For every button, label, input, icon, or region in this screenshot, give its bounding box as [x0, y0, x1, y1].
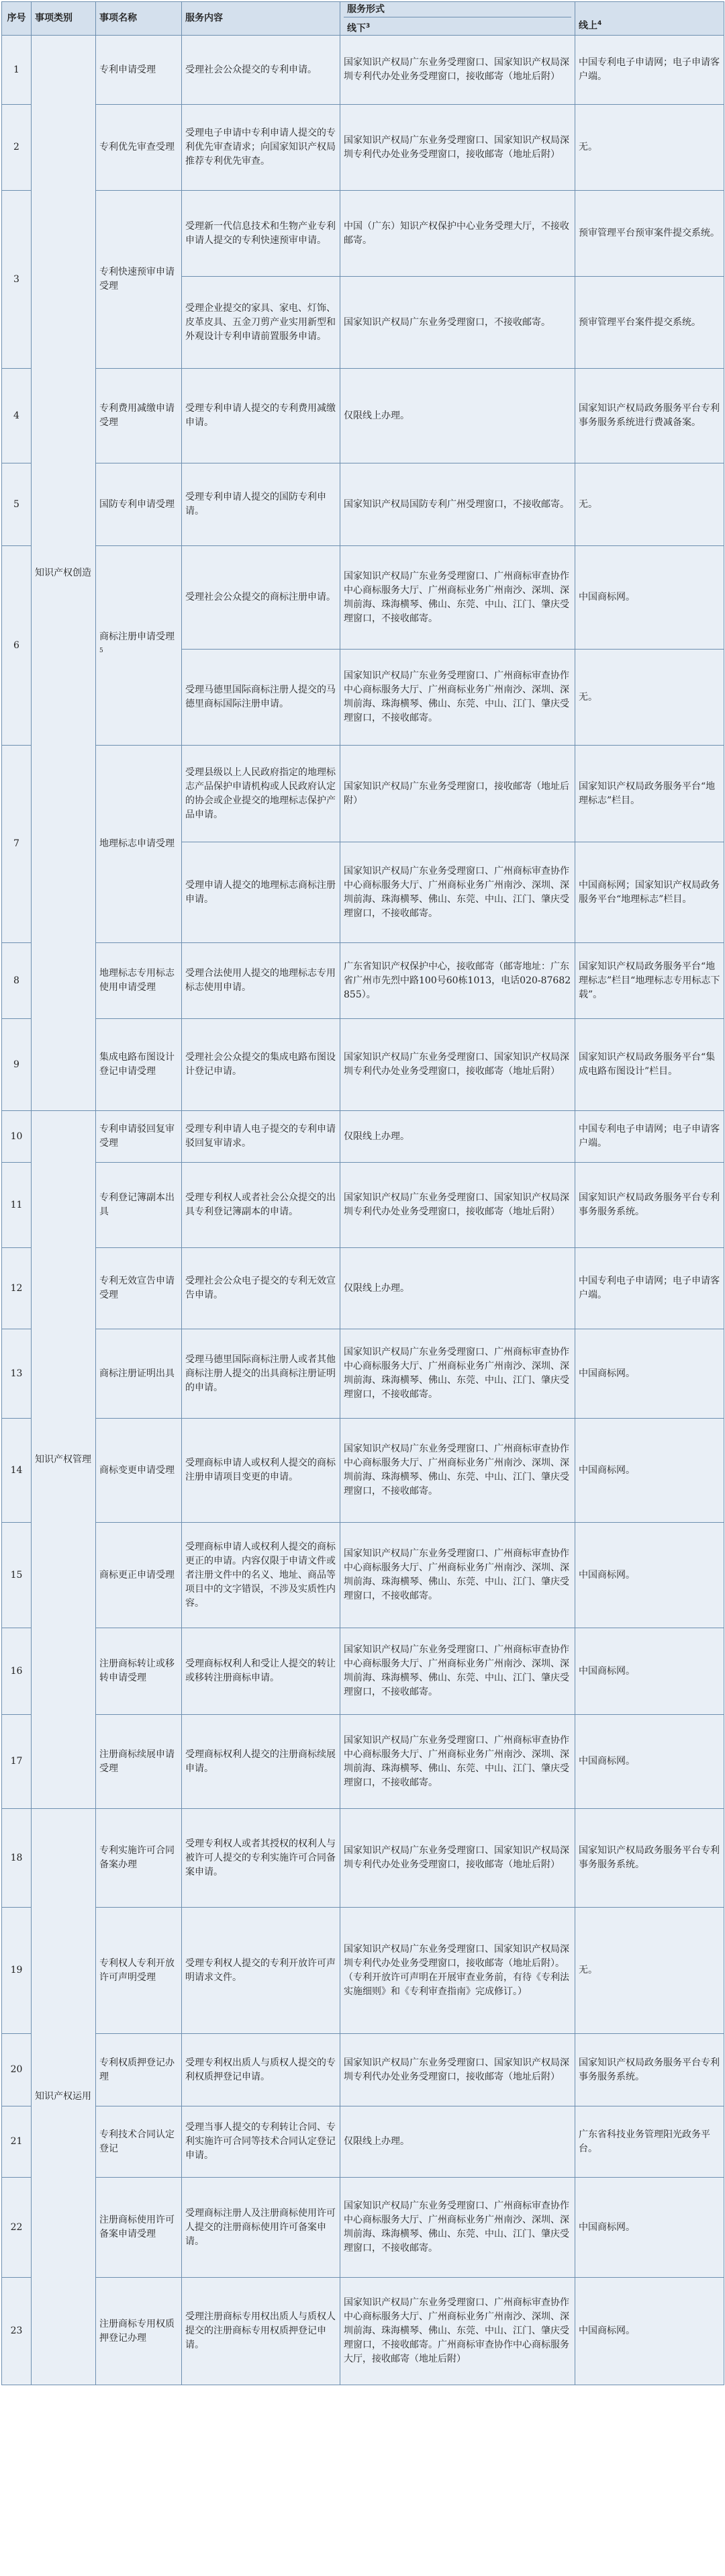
- row-online-channel: 中国专利电子申请网；电子申请客户端。: [575, 36, 724, 105]
- row-service-content: 受理注册商标专用权出质人与质权人提交的注册商标专用权质押登记申请。: [182, 2278, 340, 2385]
- row-service-content: 受理商标权利人提交的注册商标续展申请。: [182, 1715, 340, 1809]
- row-service-content: 受理申请人提交的地理标志商标注册申请。: [182, 842, 340, 943]
- row-offline-channel: 国家知识产权局广东业务受理窗口、广州商标审查协作中心商标服务大厅、广州商标业务广州南沙、深圳、深圳前海、珠海横琴、佛山、东莞、中山、江门、肇庆受理窗口，不接收邮寄。: [340, 1628, 575, 1715]
- row-offline-channel: 国家知识产权局广东业务受理窗口、广州商标审查协作中心商标服务大厅、广州商标业务广州南沙、深圳、深圳前海、珠海横琴、佛山、东莞、中山、江门、肇庆受理窗口，不接收邮寄。: [340, 1419, 575, 1523]
- table-row: [2, 2106, 724, 2178]
- table-row: [2, 1019, 724, 1111]
- row-service-content: 受理马德里国际商标注册人或者其他商标注册人提交的出具商标注册证明的申请。: [182, 1329, 340, 1419]
- category-ip-management: 知识产权管理: [32, 1111, 96, 1809]
- row-item-name: 专利费用减缴申请受理: [96, 369, 182, 463]
- row-online-channel: 国家知识产权局政务服务平台“地理标志”栏目。: [575, 746, 724, 842]
- table-row: [2, 2278, 724, 2385]
- table-row: [2, 36, 724, 105]
- row-service-content: 受理社会公众提交的专利申请。: [182, 36, 340, 105]
- row-service-content: 受理商标申请人或权利人提交的商标更正的申请。内容仅限于申请文件或者注册文件中的名义、地址、商品等项目中的文字错误，不涉及实质性内容。: [182, 1523, 340, 1628]
- row-item-name: 注册商标专用权质押登记办理: [96, 2278, 182, 2385]
- row-serial: 17: [2, 1715, 32, 1809]
- header-offline: 线下$^3$: [347, 23, 371, 34]
- row-item-name: 专利权质押登记办理: [96, 2034, 182, 2106]
- row-serial: 7: [2, 746, 32, 943]
- row-service-content: 受理专利申请人提交的国防专利申请。: [182, 463, 340, 546]
- row-item-name: 商标注册申请受理$^5$: [96, 546, 182, 746]
- row-serial: 8: [2, 943, 32, 1019]
- table-row: [2, 1329, 724, 1419]
- row-service-content: 受理合法使用人提交的地理标志专用标志使用申请。: [182, 943, 340, 1019]
- services-table: [1, 1, 724, 2385]
- header-online: 线上$^4$: [575, 2, 724, 36]
- row-serial: 11: [2, 1163, 32, 1248]
- row-offline-channel: 国家知识产权局广东业务受理窗口、国家知识产权局深圳专利代办处业务受理窗口，接收邮寄（地址后附）: [340, 1809, 575, 1908]
- row-offline-channel: 国家知识产权局广东业务受理窗口、广州商标审查协作中心商标服务大厅、广州商标业务广州南沙、深圳、深圳前海、珠海横琴、佛山、东莞、中山、江门、肇庆受理窗口，不接收邮寄。: [340, 546, 575, 650]
- row-offline-channel: 国家知识产权局广东业务受理窗口、广州商标审查协作中心商标服务大厅、广州商标业务广州南沙、深圳、深圳前海、珠海横琴、佛山、东莞、中山、江门、肇庆受理窗口，不接收邮寄。广州商标审查协作中心商标服务大厅，接收邮寄（地址后附）: [340, 2278, 575, 2385]
- row-offline-channel: 国家知识产权局广东业务受理窗口、广州商标审查协作中心商标服务大厅、广州商标业务广州南沙、深圳、深圳前海、珠海横琴、佛山、东莞、中山、江门、肇庆受理窗口，不接收邮寄。: [340, 842, 575, 943]
- table-row: [2, 463, 724, 546]
- row-online-channel: 国家知识产权局政务服务平台“地理标志”栏目“地理标志专用标志下载”。: [575, 943, 724, 1019]
- header-content: 服务内容: [182, 2, 340, 36]
- row-item-name: 地理标志专用标志使用申请受理: [96, 943, 182, 1019]
- row-online-channel: 无。: [575, 1908, 724, 2034]
- row-service-content: 受理专利权出质人与质权人提交的专利权质押登记申请。: [182, 2034, 340, 2106]
- row-offline-channel: 国家知识产权局国防专利广州受理窗口，不接收邮寄。: [340, 463, 575, 546]
- row-offline-channel: 仅限线上办理。: [340, 2106, 575, 2178]
- row-online-channel: 中国专利电子申请网；电子申请客户端。: [575, 1248, 724, 1329]
- row-service-content: 受理当事人提交的专利转让合同、专利实施许可合同等技术合同认定登记申请。: [182, 2106, 340, 2178]
- row-item-name: 专利登记簿副本出具: [96, 1163, 182, 1248]
- row-serial: 5: [2, 463, 32, 546]
- table-row: [2, 105, 724, 191]
- row-serial: 18: [2, 1809, 32, 1908]
- row-item-name: 注册商标续展申请受理: [96, 1715, 182, 1809]
- row-item-name: 专利申请受理: [96, 36, 182, 105]
- table-row: [2, 1809, 724, 1908]
- row-offline-channel: 国家知识产权局广东业务受理窗口、广州商标审查协作中心商标服务大厅、广州商标业务广州南沙、深圳、深圳前海、珠海横琴、佛山、东莞、中山、江门、肇庆受理窗口，不接收邮寄。: [340, 650, 575, 746]
- row-item-name: 专利权人专利开放许可声明受理: [96, 1908, 182, 2034]
- table-row: [2, 1715, 724, 1809]
- row-offline-channel: 国家知识产权局广东业务受理窗口、国家知识产权局深圳专利代办处业务受理窗口，接收邮寄（地址后附）: [340, 36, 575, 105]
- row-offline-channel: 国家知识产权局广东业务受理窗口、广州商标审查协作中心商标服务大厅、广州商标业务广州南沙、深圳、深圳前海、珠海横琴、佛山、东莞、中山、江门、肇庆受理窗口，不接收邮寄。: [340, 2178, 575, 2278]
- row-offline-channel: 国家知识产权局广东业务受理窗口、广州商标审查协作中心商标服务大厅、广州商标业务广州南沙、深圳、深圳前海、珠海横琴、佛山、东莞、中山、江门、肇庆受理窗口，不接收邮寄。: [340, 1329, 575, 1419]
- row-item-name: 集成电路布图设计登记申请受理: [96, 1019, 182, 1111]
- row-item-name: 商标注册证明出具: [96, 1329, 182, 1419]
- row-service-content: 受理县级以上人民政府指定的地理标志产品保护申请机构或人民政府认定的协会或企业提交的地理标志保护产品申请。: [182, 746, 340, 842]
- row-service-content: 受理专利权人或者其授权的权利人与被许可人提交的专利实施许可合同备案申请。: [182, 1809, 340, 1908]
- row-online-channel: 无。: [575, 105, 724, 191]
- row-item-name: 专利快速预审申请受理: [96, 191, 182, 369]
- row-online-channel: 国家知识产权局政务服务平台专利事务服务系统。: [575, 1809, 724, 1908]
- row-online-channel: 预审管理平台预审案件提交系统。: [575, 191, 724, 277]
- row-online-channel: 国家知识产权局政务服务平台“集成电路布图设计”栏目。: [575, 1019, 724, 1111]
- table-row: [2, 1523, 724, 1628]
- row-offline-channel: 国家知识产权局广东业务受理窗口、广州商标审查协作中心商标服务大厅、广州商标业务广州南沙、深圳、深圳前海、珠海横琴、佛山、东莞、中山、江门、肇庆受理窗口，不接收邮寄。: [340, 1715, 575, 1809]
- row-online-channel: 无。: [575, 463, 724, 546]
- header-serial: 序号: [2, 2, 32, 36]
- row-service-content: 受理社会公众提交的商标注册申请。: [182, 546, 340, 650]
- row-item-name: 专利优先审查受理: [96, 105, 182, 191]
- row-serial: 10: [2, 1111, 32, 1163]
- row-item-name: 专利技术合同认定登记: [96, 2106, 182, 2178]
- row-offline-channel: 国家知识产权局广东业务受理窗口、国家知识产权局深圳专利代办处业务受理窗口，接收邮寄（地址后附）。（专利开放许可声明在开展审查业务前，有待《专利法实施细则》和《专利审查指南》完成修订。）: [340, 1908, 575, 2034]
- table-header-row: [2, 2, 724, 36]
- row-serial: 16: [2, 1628, 32, 1715]
- row-service-content: 受理新一代信息技术和生物产业专利申请人提交的专利快速预审申请。: [182, 191, 340, 277]
- row-item-name: 地理标志申请受理: [96, 746, 182, 943]
- row-serial: 15: [2, 1523, 32, 1628]
- row-serial: 13: [2, 1329, 32, 1419]
- row-online-channel: 中国商标网。: [575, 1628, 724, 1715]
- category-ip-creation: 知识产权创造: [32, 36, 96, 1111]
- row-offline-channel: 广东省知识产权保护中心，接收邮寄（邮寄地址：广东省广州市先烈中路100号60栋1013，电话020-87682855）。: [340, 943, 575, 1019]
- row-offline-channel: 国家知识产权局广东业务受理窗口、国家知识产权局深圳专利代办处业务受理窗口，接收邮寄（地址后附）: [340, 1163, 575, 1248]
- row-item-name: 注册商标使用许可备案申请受理: [96, 2178, 182, 2278]
- row-serial: 4: [2, 369, 32, 463]
- row-serial: 2: [2, 105, 32, 191]
- row-serial: 22: [2, 2178, 32, 2278]
- row-online-channel: 国家知识产权局政务服务平台专利事务服务系统。: [575, 1163, 724, 1248]
- row-online-channel: 中国专利电子申请网；电子申请客户端。: [575, 1111, 724, 1163]
- row-service-content: 受理企业提交的家具、家电、灯饰、皮革皮具、五金刀剪产业实用新型和外观设计专利申请前置服务申请。: [182, 277, 340, 369]
- row-serial: 6: [2, 546, 32, 746]
- row-item-name: 商标变更申请受理: [96, 1419, 182, 1523]
- table-row: [2, 1163, 724, 1248]
- row-service-content: 受理商标申请人或权利人提交的商标注册申请项目变更的申请。: [182, 1419, 340, 1523]
- row-offline-channel: 国家知识产权局广东业务受理窗口，接收邮寄（地址后附）: [340, 746, 575, 842]
- row-online-channel: 国家知识产权局政务服务平台专利事务服务系统进行费减备案。: [575, 369, 724, 463]
- table-row: [2, 369, 724, 463]
- row-serial: 19: [2, 1908, 32, 2034]
- row-serial: 14: [2, 1419, 32, 1523]
- header-form-label: 服务形式: [344, 2, 571, 17]
- row-item-name: 专利实施许可合同备案办理: [96, 1809, 182, 1908]
- table-row: [2, 1248, 724, 1329]
- row-online-channel: 中国商标网。: [575, 546, 724, 650]
- table-row: [2, 191, 724, 277]
- row-online-channel: 无。: [575, 650, 724, 746]
- row-service-content: 受理商标注册人及注册商标使用许可人提交的注册商标使用许可备案申请。: [182, 2178, 340, 2278]
- row-serial: 9: [2, 1019, 32, 1111]
- row-offline-channel: 国家知识产权局广东业务受理窗口、国家知识产权局深圳专利代办处业务受理窗口，接收邮寄（地址后附）: [340, 1019, 575, 1111]
- table-body: [2, 36, 724, 2385]
- row-service-content: 受理马德里国际商标注册人提交的马德里商标国际注册申请。: [182, 650, 340, 746]
- header-category: 事项类别: [32, 2, 96, 36]
- row-service-content: 受理专利申请人电子提交的专利申请驳回复审请求。: [182, 1111, 340, 1163]
- row-serial: 23: [2, 2278, 32, 2385]
- row-offline-channel: 仅限线上办理。: [340, 1111, 575, 1163]
- row-online-channel: 预审管理平台案件提交系统。: [575, 277, 724, 369]
- row-offline-channel: 仅限线上办理。: [340, 369, 575, 463]
- row-online-channel: 中国商标网。: [575, 1523, 724, 1628]
- row-offline-channel: 国家知识产权局广东业务受理窗口、国家知识产权局深圳专利代办处业务受理窗口，接收邮寄（地址后附）: [340, 2034, 575, 2106]
- row-service-content: 受理社会公众电子提交的专利无效宣告申请。: [182, 1248, 340, 1329]
- row-online-channel: 中国商标网。: [575, 1715, 724, 1809]
- header-service-form: [340, 2, 575, 36]
- row-service-content: 受理社会公众提交的集成电路布图设计登记申请。: [182, 1019, 340, 1111]
- table-row: [2, 1111, 724, 1163]
- row-online-channel: 中国商标网。: [575, 2278, 724, 2385]
- row-serial: 21: [2, 2106, 32, 2178]
- row-offline-channel: 中国（广东）知识产权保护中心业务受理大厅，不接收邮寄。: [340, 191, 575, 277]
- table-row: [2, 943, 724, 1019]
- row-offline-channel: 国家知识产权局广东业务受理窗口、广州商标审查协作中心商标服务大厅、广州商标业务广州南沙、深圳、深圳前海、珠海横琴、佛山、东莞、中山、江门、肇庆受理窗口，不接收邮寄。: [340, 1523, 575, 1628]
- row-online-channel: 中国商标网；国家知识产权局政务服务平台“地理标志”栏目。: [575, 842, 724, 943]
- row-service-content: 受理电子申请中专利申请人提交的专利优先审查请求；向国家知识产权局推荐专利优先审查。: [182, 105, 340, 191]
- row-serial: 1: [2, 36, 32, 105]
- table-row: [2, 2034, 724, 2106]
- row-item-name: 商标更正申请受理: [96, 1523, 182, 1628]
- row-online-channel: 广东省科技业务管理阳光政务平台。: [575, 2106, 724, 2178]
- row-serial: 12: [2, 1248, 32, 1329]
- row-online-channel: 国家知识产权局政务服务平台专利事务服务系统。: [575, 2034, 724, 2106]
- header-name: 事项名称: [96, 2, 182, 36]
- row-serial: 20: [2, 2034, 32, 2106]
- row-online-channel: 中国商标网。: [575, 1329, 724, 1419]
- row-online-channel: 中国商标网。: [575, 2178, 724, 2278]
- table-row: [2, 1419, 724, 1523]
- table-row: [2, 546, 724, 650]
- row-offline-channel: 国家知识产权局广东业务受理窗口，不接收邮寄。: [340, 277, 575, 369]
- table-row: [2, 1628, 724, 1715]
- row-offline-channel: 仅限线上办理。: [340, 1248, 575, 1329]
- row-serial: 3: [2, 191, 32, 369]
- row-offline-channel: 国家知识产权局广东业务受理窗口、国家知识产权局深圳专利代办处业务受理窗口，接收邮寄（地址后附）: [340, 105, 575, 191]
- row-item-name: 专利申请驳回复审受理: [96, 1111, 182, 1163]
- table-row: [2, 1908, 724, 2034]
- row-item-name: 国防专利申请受理: [96, 463, 182, 546]
- row-service-content: 受理专利申请人提交的专利费用减缴申请。: [182, 369, 340, 463]
- table-row: [2, 746, 724, 842]
- row-online-channel: 中国商标网。: [575, 1419, 724, 1523]
- row-service-content: 受理商标权利人和受让人提交的转让或移转注册商标申请。: [182, 1628, 340, 1715]
- category-ip-utilization: 知识产权运用: [32, 1809, 96, 2385]
- row-item-name: 注册商标转让或移转申请受理: [96, 1628, 182, 1715]
- table-row: [2, 2178, 724, 2278]
- row-service-content: 受理专利权人或者社会公众提交的出具专利登记簿副本的申请。: [182, 1163, 340, 1248]
- row-service-content: 受理专利权人提交的专利开放许可声明请求文件。: [182, 1908, 340, 2034]
- row-item-name: 专利无效宣告申请受理: [96, 1248, 182, 1329]
